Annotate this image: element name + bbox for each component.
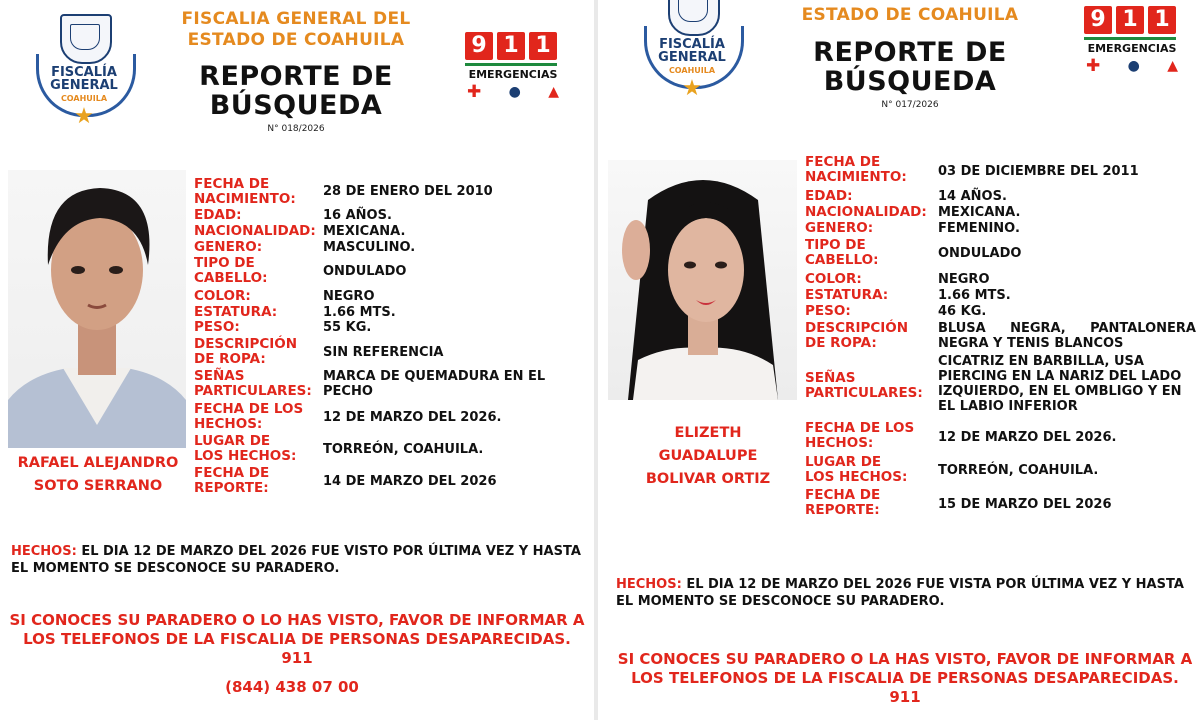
field-label-hair-type: TIPO DE CABELLO: xyxy=(805,237,879,268)
field-value-height: 1.66 MTS. xyxy=(938,288,1011,303)
fire-icon: ▲ xyxy=(548,84,559,100)
missing-person-poster-right xyxy=(598,0,1200,720)
field-value-age: 16 AÑOS. xyxy=(323,208,392,223)
field-label-report-date: FECHA DE REPORTE: xyxy=(805,487,881,518)
emergencias-label: EMERGENCIAS xyxy=(468,68,558,81)
field-label-gender: GENERO: xyxy=(194,239,263,255)
org-title-line1: FISCALIA GENERAL DEL xyxy=(181,9,411,29)
green-bar xyxy=(1084,37,1176,40)
org-title xyxy=(150,9,442,51)
missing-person-poster-left xyxy=(0,0,594,720)
green-bar xyxy=(465,63,557,66)
star-icon: ★ xyxy=(682,76,702,101)
field-value-incident-place: TORREÓN, COAHUILA. xyxy=(938,463,1099,478)
field-value-nationality: MEXICANA. xyxy=(323,224,406,239)
field-label-clothing: DESCRIPCIÓN DE ROPA: xyxy=(805,320,909,351)
red-cross-icon: ✚ xyxy=(467,82,482,102)
seal-line2: GENERAL xyxy=(50,78,118,93)
appeal-line1: SI CONOCES SU PARADERO O LA HAS VISTO, FAVOR DE INFORMAR A xyxy=(617,650,1193,668)
field-label-distinguishing-marks: SEÑAS PARTICULARES: xyxy=(805,370,923,401)
seal-subtitle: COAHUILA xyxy=(60,94,108,103)
person-name-line2: GUADALUPE xyxy=(658,448,758,464)
person-name-line1: ELIZETH xyxy=(674,425,742,441)
field-value-gender: MASCULINO. xyxy=(323,240,416,255)
field-value-distinguishing-marks: MARCA DE QUEMADURA EN EL PECHO xyxy=(323,369,546,399)
person-photo-illustration xyxy=(8,170,186,448)
facts-paragraph-right xyxy=(616,576,1196,610)
field-label-clothing: DESCRIPCIÓN DE ROPA: xyxy=(194,336,298,367)
report-title-right xyxy=(764,38,1056,96)
facts-label: HECHOS: xyxy=(616,577,682,592)
appeal-line1: SI CONOCES SU PARADERO O LO HAS VISTO, FAVOR DE INFORMAR A xyxy=(9,611,585,629)
field-value-height: 1.66 MTS. xyxy=(323,305,396,320)
field-value-clothing: SIN REFERENCIA xyxy=(323,345,444,360)
facts-text: EL DIA 12 DE MARZO DEL 2026 FUE VISTO POR ÚLTIMA VEZ Y HASTA EL MOMENTO SE DESCONOCE SU PARADERO. xyxy=(11,544,581,576)
field-value-incident-date: 12 DE MARZO DEL 2026. xyxy=(938,430,1117,445)
appeal-line2: LOS TELEFONOS DE LA FISCALIA DE PERSONAS DESAPARECIDAS. xyxy=(23,630,571,648)
report-number-right: N° 017/2026 xyxy=(881,100,939,110)
report-title xyxy=(150,62,442,120)
appeal-line2: LOS TELEFONOS DE LA FISCALIA DE PERSONAS DESAPARECIDAS. xyxy=(631,669,1179,687)
report-title-line2: BÚSQUEDA xyxy=(209,90,383,121)
person-name xyxy=(8,452,188,498)
field-label-height: ESTATURA: xyxy=(194,304,278,320)
field-value-report-date: 14 DE MARZO DEL 2026 xyxy=(323,474,497,489)
digit-1: 1 xyxy=(497,32,525,60)
report-title-line1: REPORTE DE xyxy=(199,61,393,92)
star-icon: ★ xyxy=(74,104,94,129)
missing-person-photo xyxy=(8,170,186,448)
emergency-number: 911 xyxy=(281,649,313,667)
field-label-incident-date: FECHA DE LOS HECHOS: xyxy=(194,401,304,432)
field-value-birthdate: 28 DE ENERO DEL 2010 xyxy=(323,184,493,199)
digit-9: 9 xyxy=(1084,6,1112,34)
field-label-hair-type: TIPO DE CABELLO: xyxy=(194,255,268,286)
field-value-nationality: MEXICANA. xyxy=(938,205,1021,220)
digit-1b: 1 xyxy=(1148,6,1176,34)
field-value-report-date: 15 DE MARZO DEL 2026 xyxy=(938,497,1112,512)
report-number: N° 018/2026 xyxy=(267,124,325,134)
digit-1: 1 xyxy=(1116,6,1144,34)
field-value-weight: 55 KG. xyxy=(323,320,372,335)
field-label-weight: PESO: xyxy=(805,303,851,319)
person-name-line2: SOTO SERRANO xyxy=(33,478,163,494)
facts-text: EL DIA 12 DE MARZO DEL 2026 FUE VISTA POR ÚLTIMA VEZ Y HASTA EL MOMENTO SE DESCONOCE SU PARADERO. xyxy=(616,577,1184,609)
field-value-color: NEGRO xyxy=(938,272,990,287)
police-cap-icon: ● xyxy=(508,84,521,100)
field-label-incident-place: LUGAR DE LOS HECHOS: xyxy=(194,433,297,464)
digit-9: 9 xyxy=(465,32,493,60)
report-title-line1: REPORTE DE xyxy=(813,37,1007,68)
police-cap-icon: ● xyxy=(1127,58,1140,74)
contact-appeal-right xyxy=(598,650,1200,707)
contact-phone: (844) 438 07 00 xyxy=(225,678,359,696)
person-photo-illustration xyxy=(608,160,797,400)
field-value-incident-date: 12 DE MARZO DEL 2026. xyxy=(323,410,502,425)
contact-appeal xyxy=(0,611,594,668)
field-label-nationality: NACIONALIDAD: xyxy=(194,223,316,239)
report-title-line2: BÚSQUEDA xyxy=(823,66,997,97)
fiscalia-seal-logo xyxy=(30,14,138,132)
seal-line1: FISCALÍA xyxy=(51,65,117,80)
red-cross-icon: ✚ xyxy=(1086,56,1101,76)
person-name-line1: RAFAEL ALEJANDRO xyxy=(17,455,179,471)
field-label-weight: PESO: xyxy=(194,319,240,335)
field-label-distinguishing-marks: SEÑAS PARTICULARES: xyxy=(194,368,312,399)
field-label-birthdate: FECHA DE NACIMIENTO: xyxy=(194,176,296,207)
seal-line2: GENERAL xyxy=(658,50,726,65)
fire-icon: ▲ xyxy=(1167,58,1178,74)
field-label-report-date: FECHA DE REPORTE: xyxy=(194,465,270,496)
org-title-line2: ESTADO DE COAHUILA xyxy=(187,30,405,50)
org-title-right: ESTADO DE COAHUILA xyxy=(801,5,1019,25)
fiscalia-seal-logo-right xyxy=(638,0,746,104)
facts-label: HECHOS: xyxy=(11,544,77,559)
field-value-age: 14 AÑOS. xyxy=(938,189,1007,204)
field-label-gender: GENERO: xyxy=(805,220,874,236)
field-value-hair-type: ONDULADO xyxy=(323,264,407,279)
field-value-hair-type: ONDULADO xyxy=(938,246,1022,261)
emergencias-label: EMERGENCIAS xyxy=(1087,42,1177,55)
field-value-distinguishing-marks: CICATRIZ EN BARBILLA, USA PIERCING EN LA NARIZ DEL LADO IZQUIERDO, EN EL OMBLIGO Y EN EL LABIO INFERIOR xyxy=(938,354,1182,414)
person-name-right xyxy=(608,422,808,491)
field-value-incident-place: TORREÓN, COAHUILA. xyxy=(323,442,484,457)
seal-line1: FISCALÍA xyxy=(659,37,725,52)
field-label-color: COLOR: xyxy=(805,271,862,287)
field-value-clothing: BLUSA NEGRA, PANTALONERA NEGRA Y TENIS BLANCOS xyxy=(938,321,1196,351)
field-label-nationality: NACIONALIDAD: xyxy=(805,204,927,220)
field-label-age: EDAD: xyxy=(194,207,242,223)
field-value-birthdate: 03 DE DICIEMBRE DEL 2011 xyxy=(938,164,1139,179)
field-label-incident-date: FECHA DE LOS HECHOS: xyxy=(805,420,915,451)
field-label-incident-place: LUGAR DE LOS HECHOS: xyxy=(805,454,908,485)
missing-person-photo-right xyxy=(608,160,797,400)
emergency-911-logo-right xyxy=(1084,6,1180,78)
field-label-age: EDAD: xyxy=(805,188,853,204)
field-label-color: COLOR: xyxy=(194,288,251,304)
seal-subtitle: COAHUILA xyxy=(668,66,716,75)
field-label-height: ESTATURA: xyxy=(805,287,889,303)
facts-paragraph xyxy=(11,543,589,577)
person-name-line3: BOLIVAR ORTIZ xyxy=(645,471,771,487)
field-value-gender: FEMENINO. xyxy=(938,221,1020,236)
field-label-birthdate: FECHA DE NACIMIENTO: xyxy=(805,154,907,185)
emergency-911-logo xyxy=(465,32,561,104)
field-value-weight: 46 KG. xyxy=(938,304,987,319)
field-value-color: NEGRO xyxy=(323,289,375,304)
emergency-number: 911 xyxy=(889,688,921,706)
digit-1b: 1 xyxy=(529,32,557,60)
